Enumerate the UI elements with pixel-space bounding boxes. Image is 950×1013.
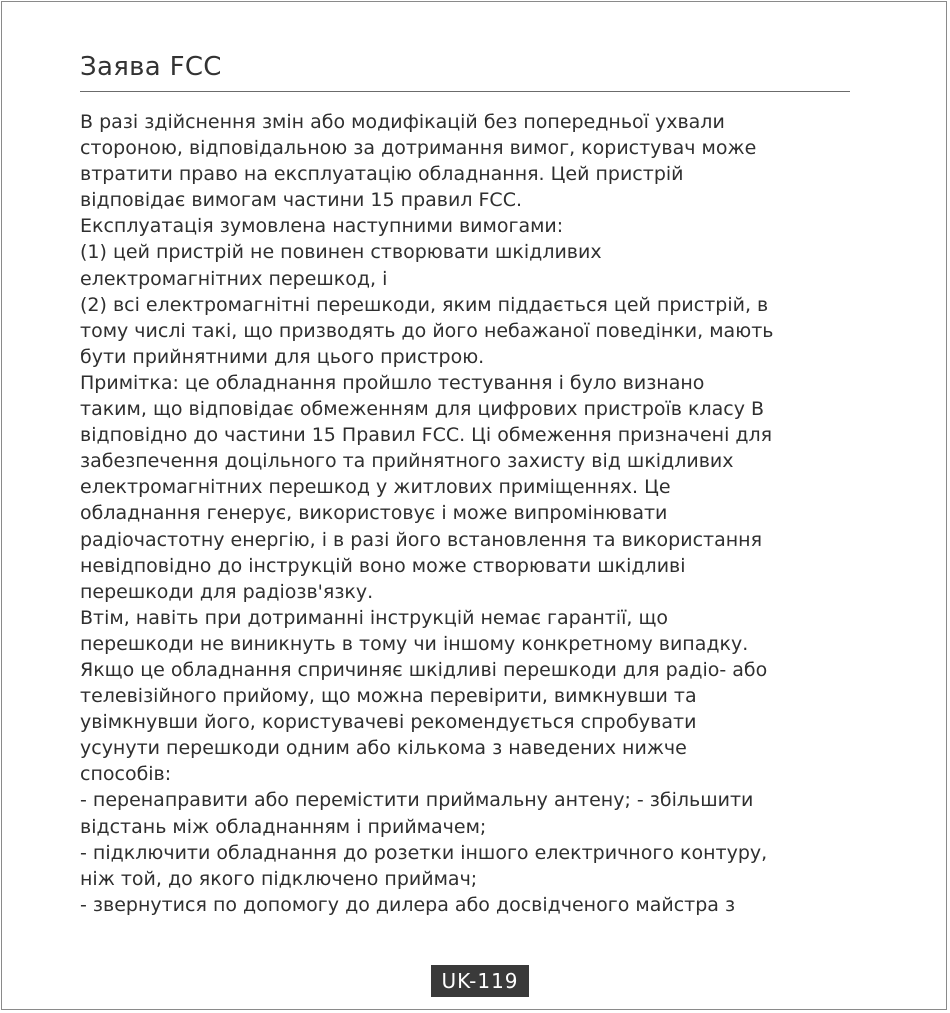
body-line: бути прийнятними для цього пристрою. [80, 345, 485, 368]
body-line: електромагнітних перешкод у житлових приміщеннях. Це [80, 476, 671, 499]
body-line: Втім, навіть при дотриманні інструкцій немає гарантії, що [80, 606, 669, 629]
body-line: відстань між обладнанням і приймачем; [80, 815, 487, 838]
body-line: стороною, відповідальною за дотримання вимог, користувач може [80, 137, 757, 160]
body-line: усунути перешкоди одним або кількома з наведених нижче [80, 737, 687, 760]
body-line: перешкоди не виникнуть в тому чи іншому конкретному випадку. [80, 632, 749, 655]
body-line: відповідає вимогам частини 15 правил FCC. [80, 189, 523, 212]
body-line: відповідно до частини 15 Правил FCC. Ці обмеження призначені для [80, 424, 773, 447]
body-line: (2) всі електромагнітні перешкоди, яким піддається цей пристрій, в [80, 293, 769, 316]
body-line: обладнання генерує, використовує і може випромінювати [80, 502, 668, 525]
page-title: Заява FCC [80, 52, 222, 82]
body-line: - звернутися по допомогу до дилера або досвідченого майстра з [80, 893, 736, 916]
body-line: електромагнітних перешкод, і [80, 267, 388, 290]
body-line: втратити право на експлуатацію обладнання. Цей пристрій [80, 163, 684, 186]
body-line: (1) цей пристрій не повинен створювати шкідливих [80, 241, 602, 264]
body-line: телевізійного прийому, що можна перевірити, вимкнувши та [80, 685, 697, 708]
body-text [80, 109, 870, 918]
body-line: тому числі такі, що призводять до його небажаної поведінки, мають [80, 319, 774, 342]
body-line: забезпечення доцільного та прийнятного захисту від шкідливих [80, 450, 734, 473]
body-line: Примітка: це обладнання пройшло тестування і було визнано [80, 371, 705, 394]
body-line: перешкоди для радіозв'язку. [80, 580, 374, 603]
body-line: Експлуатація зумовлена наступними вимогами: [80, 215, 564, 238]
title-divider [80, 91, 850, 92]
body-line: В разі здійснення змін або модифікацій без попередньої ухвали [80, 111, 725, 133]
body-line: радіочастотну енергію, і в разі його встановлення та використання [80, 528, 763, 551]
body-line: - підключити обладнання до розетки іншого електричного контуру, [80, 841, 768, 864]
body-line: ніж той, до якого підключено приймач; [80, 867, 478, 890]
body-line: увімкнувши його, користувачеві рекомендується спробувати [80, 711, 697, 734]
body-line: невідповідно до інструкцій воно може створювати шкідливі [80, 554, 686, 577]
body-line: таким, що відповідає обмеженням для цифрових пристроїв класу B [80, 398, 765, 421]
page-number-badge: UK-119 [431, 965, 529, 997]
body-line: - перенаправити або перемістити приймальну антену; - збільшити [80, 789, 754, 812]
body-line: способів: [80, 763, 172, 786]
body-line: Якщо це обладнання спричиняє шкідливі перешкоди для радіо- або [80, 658, 768, 681]
